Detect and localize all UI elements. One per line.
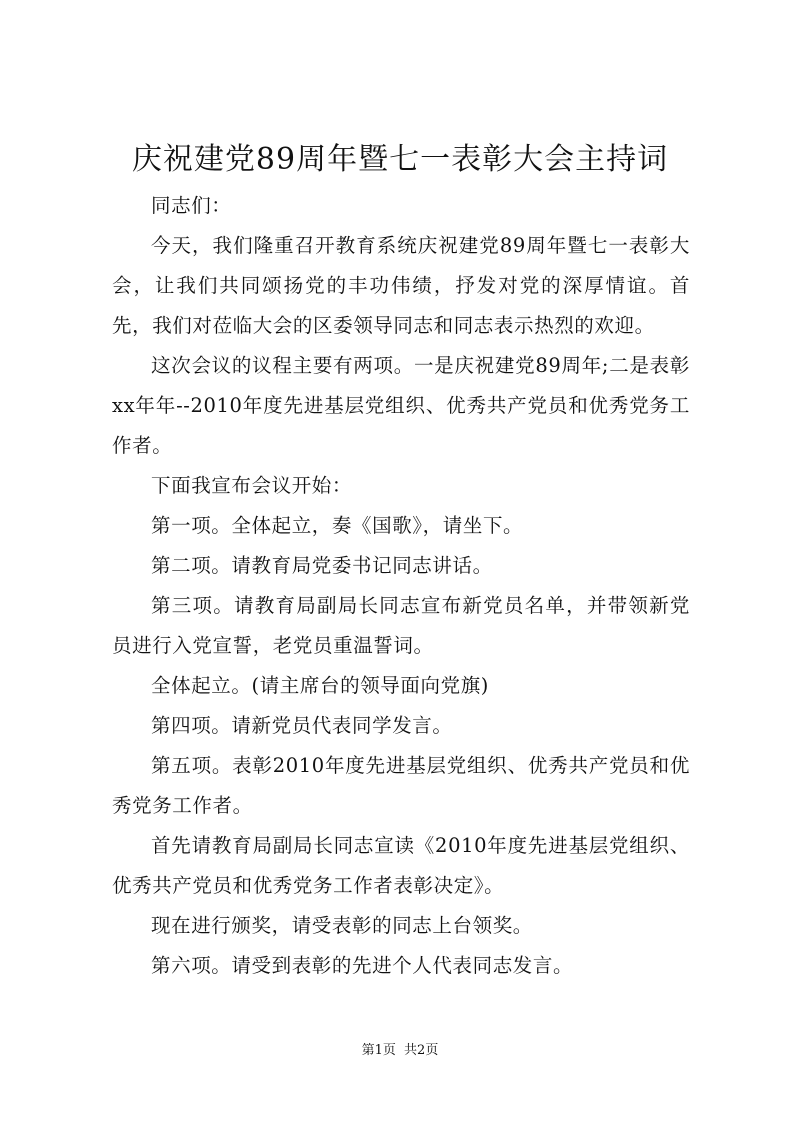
paragraph-agenda: 这次会议的议程主要有两项。一是庆祝建党89周年;二是表彰xx年年--2010年度先进基层党组织、优秀共产党员和优秀党务工作者。	[112, 354, 690, 457]
paragraph-item-5: 第五项。表彰2010年度先进基层党组织、优秀共产党员和优秀党务工作者。	[112, 754, 690, 817]
paragraph-opening: 今天，我们隆重召开教育系统庆祝建党89周年暨七一表彰大会，让我们共同颂扬党的丰功伟绩，抒发对党的深厚情谊。首先，我们对莅临大会的区委领导同志和同志表示热烈的欢迎。	[112, 234, 690, 337]
paragraph-awards: 现在进行颁奖，请受表彰的同志上台领奖。	[151, 914, 533, 937]
paragraph-stand-up: 全体起立。(请主席台的领导面向党旗)	[151, 674, 490, 697]
paragraph-item-3: 第三项。请教育局副局长同志宣布新党员名单，并带领新党员进行入党宣誓，老党员重温誓词。	[112, 594, 690, 657]
paragraph-meeting-start: 下面我宣布会议开始：	[151, 474, 353, 497]
document-body	[112, 186, 690, 986]
document-title: 庆祝建党89周年暨七一表彰大会主持词	[131, 142, 669, 177]
page-number-footer: 第1页 共2页	[361, 1043, 439, 1058]
paragraph-item-4: 第四项。请新党员代表同学发言。	[151, 714, 453, 737]
paragraph-salutation: 同志们：	[151, 194, 232, 217]
paragraph-item-1: 第一项。全体起立，奏《国歌》，请坐下。	[151, 514, 524, 537]
paragraph-item-6: 第六项。请受到表彰的先进个人代表同志发言。	[151, 954, 574, 977]
paragraph-item-2: 第二项。请教育局党委书记同志讲话。	[151, 554, 493, 577]
paragraph-decision-reading: 首先请教育局副局长同志宣读《2010年度先进基层党组织、优秀共产党员和优秀党务工作者表彰决定》。	[112, 834, 690, 897]
